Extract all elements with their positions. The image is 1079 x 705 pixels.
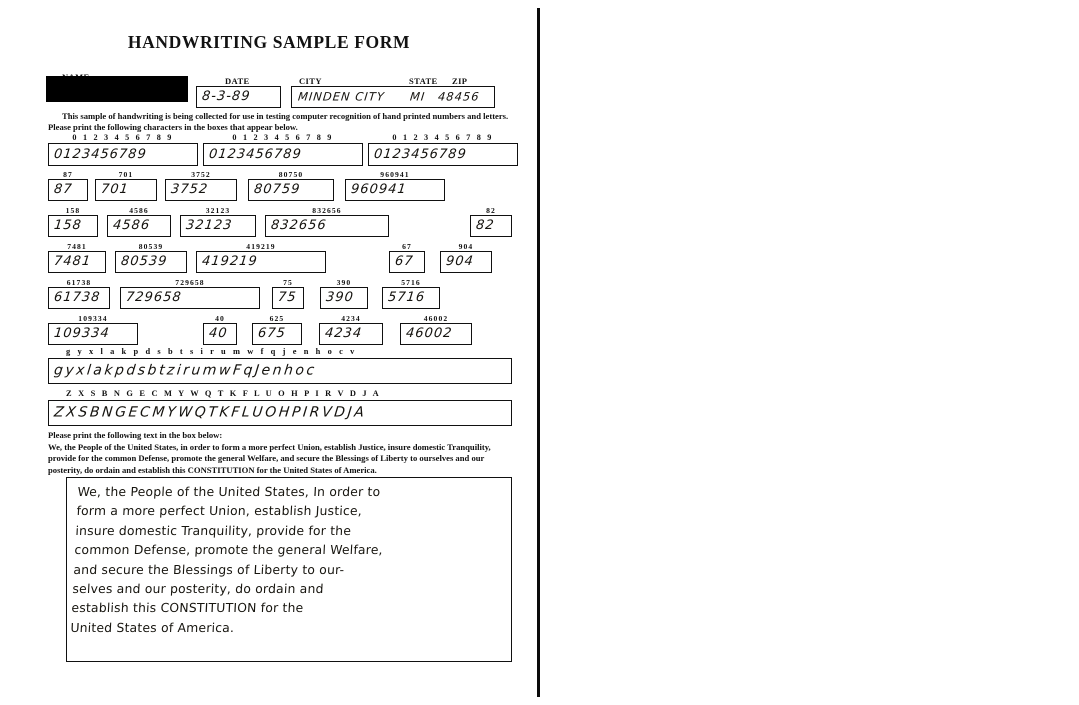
num-box-r4c2[interactable]: [120, 287, 260, 309]
num-box-r2c4[interactable]: [265, 215, 389, 237]
num-label-r5c3: 625: [269, 314, 285, 323]
num-value-r4c2: 729658: [125, 290, 183, 306]
hand-line-7: establish this CONSTITUTION for the: [71, 600, 304, 616]
num-label-r4c2: 729658: [175, 278, 205, 287]
num-value-r2c1: 158: [53, 218, 83, 234]
num-value-r2c2: 4586: [112, 218, 151, 234]
num-box-r5c2[interactable]: [203, 323, 237, 345]
num-label-r2c3: 32123: [205, 206, 231, 215]
num-box-r1c1[interactable]: [48, 179, 88, 201]
num-label-r1c4: 80750: [278, 170, 304, 179]
num-value-r3c4: 67: [394, 254, 415, 270]
num-label-r4c5: 5716: [401, 278, 421, 287]
num-label-r5c5: 46002: [423, 314, 449, 323]
num-value-r2c5: 82: [475, 218, 496, 234]
digit-box-1-value: 0123456789: [53, 146, 148, 162]
num-value-r1c5: 960941: [350, 182, 408, 198]
hand-line-2: form a more perfect Union, establish Justice,: [76, 503, 363, 519]
num-value-r5c1: 109334: [53, 326, 111, 342]
num-box-r1c3[interactable]: [165, 179, 237, 201]
handwriting-sample-form-page: [0, 0, 538, 705]
num-label-r2c2: 4586: [129, 206, 149, 215]
num-box-r4c1[interactable]: [48, 287, 110, 309]
num-box-r1c4[interactable]: [248, 179, 334, 201]
zip-value: 48456: [437, 89, 481, 104]
num-value-r5c2: 40: [208, 326, 229, 342]
num-label-r3c4: 67: [402, 242, 412, 251]
num-label-r3c3: 419219: [246, 242, 276, 251]
num-value-r5c5: 46002: [405, 326, 454, 342]
name-redaction-bar: [46, 76, 188, 102]
digit-box-1[interactable]: [48, 143, 198, 166]
num-value-r3c2: 80539: [120, 254, 169, 270]
num-value-r2c4: 832656: [270, 218, 328, 234]
hand-line-4: common Defense, promote the general Welfare,: [74, 542, 384, 558]
num-box-r3c4[interactable]: [389, 251, 425, 273]
field-label-date: DATE: [225, 76, 250, 86]
num-value-r4c5: 5716: [387, 290, 426, 306]
num-value-r4c3: 75: [277, 290, 298, 306]
num-label-r1c1: 87: [63, 170, 73, 179]
num-value-r1c2: 701: [100, 182, 130, 198]
num-box-r3c2[interactable]: [115, 251, 187, 273]
num-box-r1c5[interactable]: [345, 179, 445, 201]
num-label-r5c1: 109334: [78, 314, 108, 323]
num-label-r2c1: 158: [65, 206, 81, 215]
num-value-r1c3: 3752: [170, 182, 209, 198]
num-label-r4c1: 61738: [66, 278, 92, 287]
num-label-r1c2: 701: [118, 170, 134, 179]
digit-box-2[interactable]: [203, 143, 363, 166]
hand-line-1: We, the People of the United States, In order to: [77, 484, 381, 499]
digit-box-3[interactable]: [368, 143, 518, 166]
hand-line-6: selves and our posterity, do ordain and: [72, 581, 325, 597]
page-title: HANDWRITING SAMPLE FORM: [127, 32, 411, 52]
field-label-zip: ZIP: [452, 76, 468, 86]
num-label-r3c1: 7481: [67, 242, 87, 251]
num-box-r5c5[interactable]: [400, 323, 472, 345]
num-label-r4c4: 390: [336, 278, 352, 287]
hand-line-8: United States of America.: [70, 619, 235, 635]
date-field[interactable]: [196, 86, 281, 108]
num-box-r4c5[interactable]: [382, 287, 440, 309]
constitution-print-text: We, the People of the United States, in order to form a more perfect Union, establish Justice, insure domestic Tranquility, provide for the common Defense, promote the general Welfare, and secure the Blessings of Liberty to ourselves and our posterity, do ordain and establish this CONSTITUTION for the United States of America.: [48, 442, 491, 475]
uppercase-written-value: ZXSBNGECMYWQTKFLUOHPIRVDJA: [53, 404, 368, 421]
num-value-r5c4: 4234: [324, 326, 363, 342]
num-value-r5c3: 675: [257, 326, 287, 342]
city-state-zip-field[interactable]: [291, 86, 495, 108]
num-box-r3c3[interactable]: [196, 251, 326, 273]
num-box-r3c1[interactable]: [48, 251, 106, 273]
digit-header-label-3: 0 1 2 3 4 5 6 7 8 9: [392, 133, 494, 142]
lowercase-written-value: gyxlakpdsbtzirumwFqJenhoc: [53, 362, 318, 379]
num-box-r2c3[interactable]: [180, 215, 256, 237]
city-value: MINDEN CITY: [297, 89, 386, 104]
num-box-r5c3[interactable]: [252, 323, 302, 345]
uppercase-alphabet-box[interactable]: [48, 400, 512, 426]
lowercase-alphabet-box[interactable]: [48, 358, 512, 384]
num-box-r2c2[interactable]: [107, 215, 171, 237]
num-box-r5c4[interactable]: [319, 323, 383, 345]
hand-line-3: insure domestic Tranquility, provide for the: [75, 522, 352, 538]
lowercase-prompt-label: g y x l a k p d s b t s i r u m w f q j e n h o c v: [66, 347, 357, 356]
digit-header-label-2: 0 1 2 3 4 5 6 7 8 9: [232, 133, 334, 142]
slerexe-letter-page: [540, 0, 1079, 705]
num-value-r3c3: 419219: [201, 254, 259, 270]
num-label-r5c2: 40: [215, 314, 225, 323]
num-value-r4c1: 61738: [53, 290, 102, 306]
num-label-r5c4: 4234: [341, 314, 361, 323]
num-value-r3c1: 7481: [53, 254, 92, 270]
num-label-r2c4: 832656: [312, 206, 342, 215]
num-value-r1c1: 87: [53, 182, 74, 198]
num-value-r4c4: 390: [325, 290, 355, 306]
num-value-r1c4: 80759: [253, 182, 302, 198]
num-box-r4c4[interactable]: [320, 287, 368, 309]
state-value: MI: [409, 89, 427, 104]
constitution-handwritten-text: [70, 482, 514, 637]
num-label-r1c5: 960941: [380, 170, 410, 179]
form-instructions: This sample of handwriting is being collected for use in testing computer recognition of hand printed numbers and letters. Please print the following characters in the boxes that appear below.: [48, 111, 509, 132]
num-box-r2c5[interactable]: [470, 215, 512, 237]
date-value: 8-3-89: [201, 89, 252, 105]
num-label-r3c2: 80539: [138, 242, 164, 251]
num-label-r2c5: 82: [486, 206, 496, 215]
digit-box-3-value: 0123456789: [373, 146, 468, 162]
num-box-r2c1[interactable]: [48, 215, 98, 237]
digit-header-label-1: 0 1 2 3 4 5 6 7 8 9: [72, 133, 174, 142]
num-label-r4c3: 75: [283, 278, 293, 287]
num-label-r1c3: 3752: [191, 170, 211, 179]
num-value-r2c3: 32123: [185, 218, 234, 234]
num-box-r5c1[interactable]: [48, 323, 138, 345]
text-prompt-heading: Please print the following text in the box below:: [48, 430, 223, 440]
field-label-state: STATE: [409, 76, 438, 86]
num-box-r1c2[interactable]: [95, 179, 157, 201]
num-label-r3c5: 904: [458, 242, 474, 251]
uppercase-prompt-label: Z X S B N G E C M Y W Q T K F L U O H P I R V D J A: [66, 389, 381, 398]
hand-line-5: and secure the Blessings of Liberty to our-: [73, 561, 345, 577]
num-value-r3c5: 904: [445, 254, 475, 270]
num-box-r4c3[interactable]: [272, 287, 304, 309]
field-label-city: CITY: [299, 76, 322, 86]
num-box-r3c5[interactable]: [440, 251, 492, 273]
digit-box-2-value: 0123456789: [208, 146, 303, 162]
